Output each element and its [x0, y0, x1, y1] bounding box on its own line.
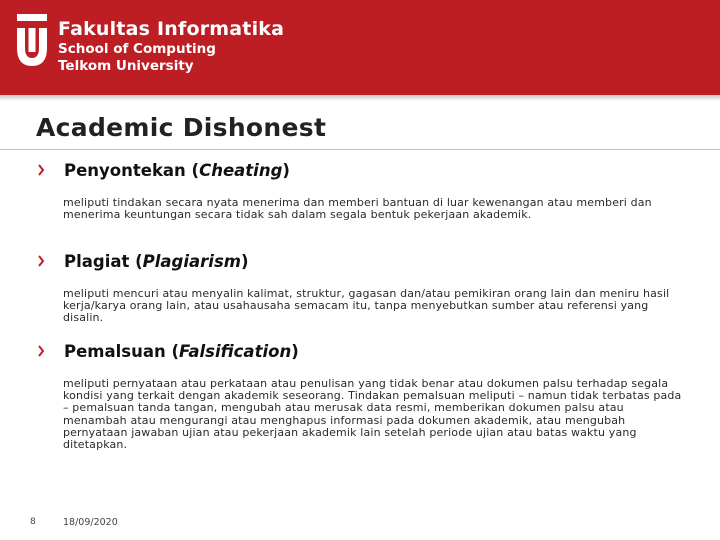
header-shadow: [0, 95, 720, 101]
page-number: 8: [30, 517, 36, 527]
bullet-label: Penyontekan: [64, 161, 186, 180]
bullet-term: Cheating: [199, 161, 283, 180]
header-banner: [0, 0, 720, 95]
bullet-term: Falsification: [179, 342, 292, 361]
slide-date: 18/09/2020: [63, 517, 118, 528]
bullet-label: Pemalsuan: [64, 342, 166, 361]
bullet-label: Plagiat: [64, 252, 130, 271]
chevron-right-icon: [38, 163, 44, 177]
title-divider: [0, 149, 720, 150]
school-name: School of Computing: [58, 41, 216, 57]
chevron-right-icon: [38, 254, 44, 268]
bullet-description: meliputi pernyataan atau perkataan atau penulisan yang tidak benar atau dokumen palsu terhadap segala kondisi yang terkait dengan akademik seseorang. Tindakan pemalsuan meliputi – namun tidak terbatas pada – pemalsuan tanda tangan, mengubah atau merusak data resmi, memberikan dokumen palsu atau menambah atau mengurangi atau menghapus informasi pada dokumen akademik, atau mengubah pernyataan jawaban ujian atau pekerjaan akademik lain setelah periode ujian atau batas waktu yang ditetapkan.: [63, 377, 682, 452]
chevron-right-icon: [38, 344, 44, 358]
faculty-name: Fakultas Informatika: [58, 18, 285, 40]
slide-title: Academic Dishonest: [36, 113, 327, 142]
bullet-description: meliputi mencuri atau menyalin kalimat, struktur, gagasan dan/atau pemikiran orang lain dan meniru hasil kerja/karya orang lain, atau usahausaha semacam itu, tanpa menyebutkan sumber atau referensi yang disalin.: [63, 287, 670, 325]
bullet-term: Plagiarism: [142, 252, 241, 271]
bullet-description: meliputi tindakan secara nyata menerima dan memberi bantuan di luar kewenangan atau memberi dan menerima keuntungan secara tidak sah dalam segala bentuk pekerjaan akademik.: [63, 196, 652, 222]
university-name: Telkom University: [58, 58, 194, 74]
faculty-brand: [58, 17, 284, 75]
telkom-university-logo: [14, 14, 50, 72]
